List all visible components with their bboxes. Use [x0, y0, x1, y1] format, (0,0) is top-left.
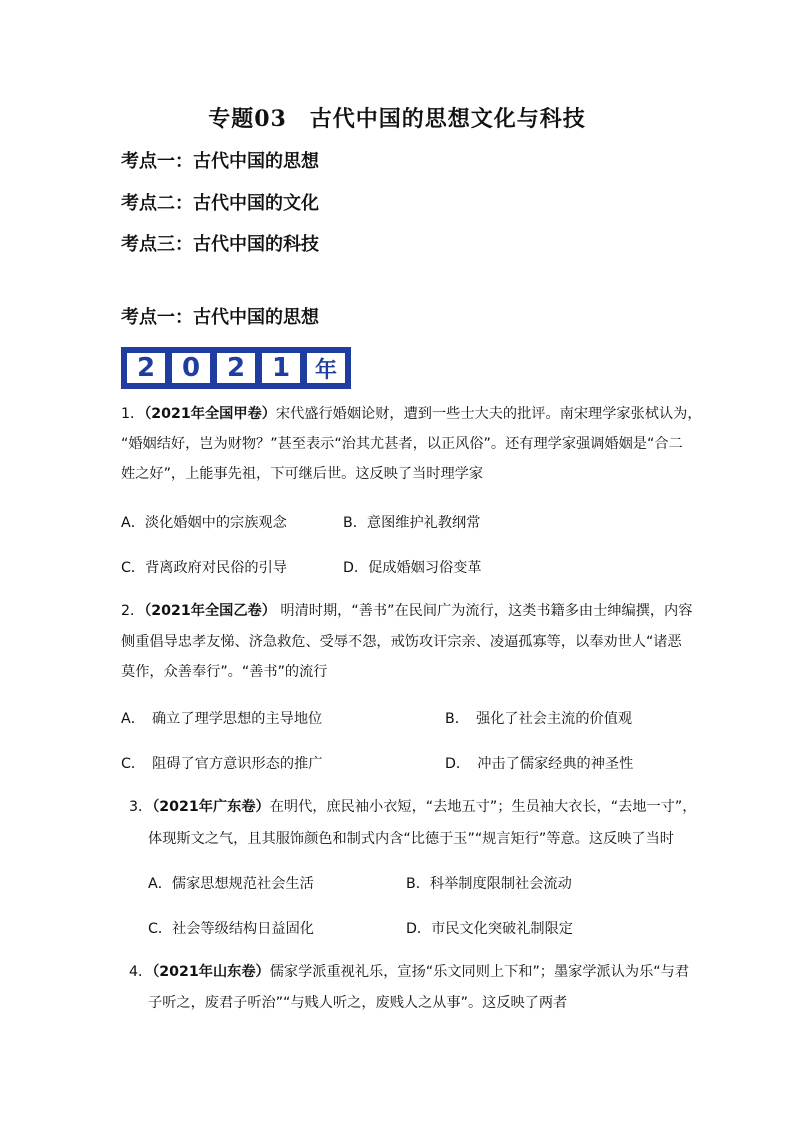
question-4-source: （2021年山东卷）	[152, 964, 270, 980]
question-1-line	[121, 399, 702, 429]
year-badge-cell: 2	[125, 351, 167, 385]
question-3-option-d[interactable]: D．市民文化突破礼制限定	[406, 921, 573, 937]
question-1-num: 1．	[121, 406, 145, 422]
year-badge	[121, 347, 351, 389]
year-badge-cell: 年	[305, 351, 347, 385]
question-2-option-c[interactable]: C． 阻碍了官方意识形态的推广	[121, 756, 323, 772]
question-1-option-b[interactable]: B．意图维护礼教纲常	[343, 515, 481, 531]
question-1-option-a[interactable]: A．淡化婚姻中的宗族观念	[121, 515, 287, 531]
question-1-text: 宋代盛行婚姻论财，遭到一些士大夫的批评。南宋理学家张栻认为，	[275, 406, 702, 422]
question-2-line: 莫作，众善奉行”。“善书”的流行	[121, 664, 328, 680]
question-4-line: 子听之，废君子听治”“与贱人听之，废贱人之从事”。这反映了两者	[148, 995, 568, 1011]
question-2-option-d[interactable]: D． 冲击了儒家经典的神圣性	[445, 756, 634, 772]
question-3-option-a[interactable]: A．儒家思想规范社会生活	[148, 876, 314, 892]
toc-item-3: 考点三：古代中国的科技	[121, 234, 319, 255]
page-title: 专题03 古代中国的思想文化与科技	[208, 106, 586, 132]
year-badge-cell: 2	[215, 351, 257, 385]
question-1-option-c[interactable]: C．背离政府对民俗的引导	[121, 560, 287, 576]
toc-item-2: 考点二：古代中国的文化	[121, 193, 319, 214]
question-2-line: 侧重倡导忠孝友悌、济急救危、受辱不怨，戒饬攻讦宗亲、凌逼孤寡等，以奉劝世人“诸恶	[121, 634, 682, 650]
question-3-line: 体现斯文之气，且其服饰颜色和制式内含“比德于玉”“规言矩行”等意。这反映了当时	[148, 831, 674, 847]
question-3-option-b[interactable]: B．科举制度限制社会流动	[406, 876, 572, 892]
question-1-line: “婚姻结好，岂为财物？”甚至表示“治其尤甚者，以正风俗”。还有理学家强调婚姻是“合二	[121, 436, 683, 452]
toc-item-1: 考点一：古代中国的思想	[121, 151, 319, 172]
question-4-text: 儒家学派重视礼乐，宣扬“乐文同则上下和”；墨家学派认为乐“与君	[269, 964, 690, 980]
question-4-num: 4．	[129, 964, 153, 980]
question-3-source: （2021年广东卷）	[152, 799, 270, 815]
question-3-option-c[interactable]: C．社会等级结构日益固化	[148, 921, 314, 937]
year-badge-cell: 1	[260, 351, 302, 385]
question-1-option-d[interactable]: D．促成婚姻习俗变革	[343, 560, 482, 576]
question-2-text: 明清时期，“善书”在民间广为流行，这类书籍多由士绅编撰，内容	[275, 603, 693, 619]
question-2-option-a[interactable]: A． 确立了理学思想的主导地位	[121, 711, 323, 727]
question-2-num: 2．	[121, 603, 145, 619]
question-1-source: （2021年全国甲卷）	[144, 406, 276, 422]
question-1-line: 姓之好”，上能事先祖，下可继后世。这反映了当时理学家	[121, 466, 484, 482]
question-3-num: 3．	[129, 799, 153, 815]
question-4-line	[129, 957, 689, 987]
question-2-option-b[interactable]: B． 强化了社会主流的价值观	[445, 711, 633, 727]
question-2-source: （2021年全国乙卷）	[144, 603, 276, 619]
question-2-line	[121, 596, 692, 626]
question-3-text: 在明代，庶民袖小衣短，“去地五寸”；生员袖大衣长，“去地一寸”，	[269, 799, 697, 815]
year-badge-cell: 0	[170, 351, 212, 385]
section-heading: 考点一：古代中国的思想	[121, 307, 319, 328]
question-3-line	[129, 792, 696, 822]
